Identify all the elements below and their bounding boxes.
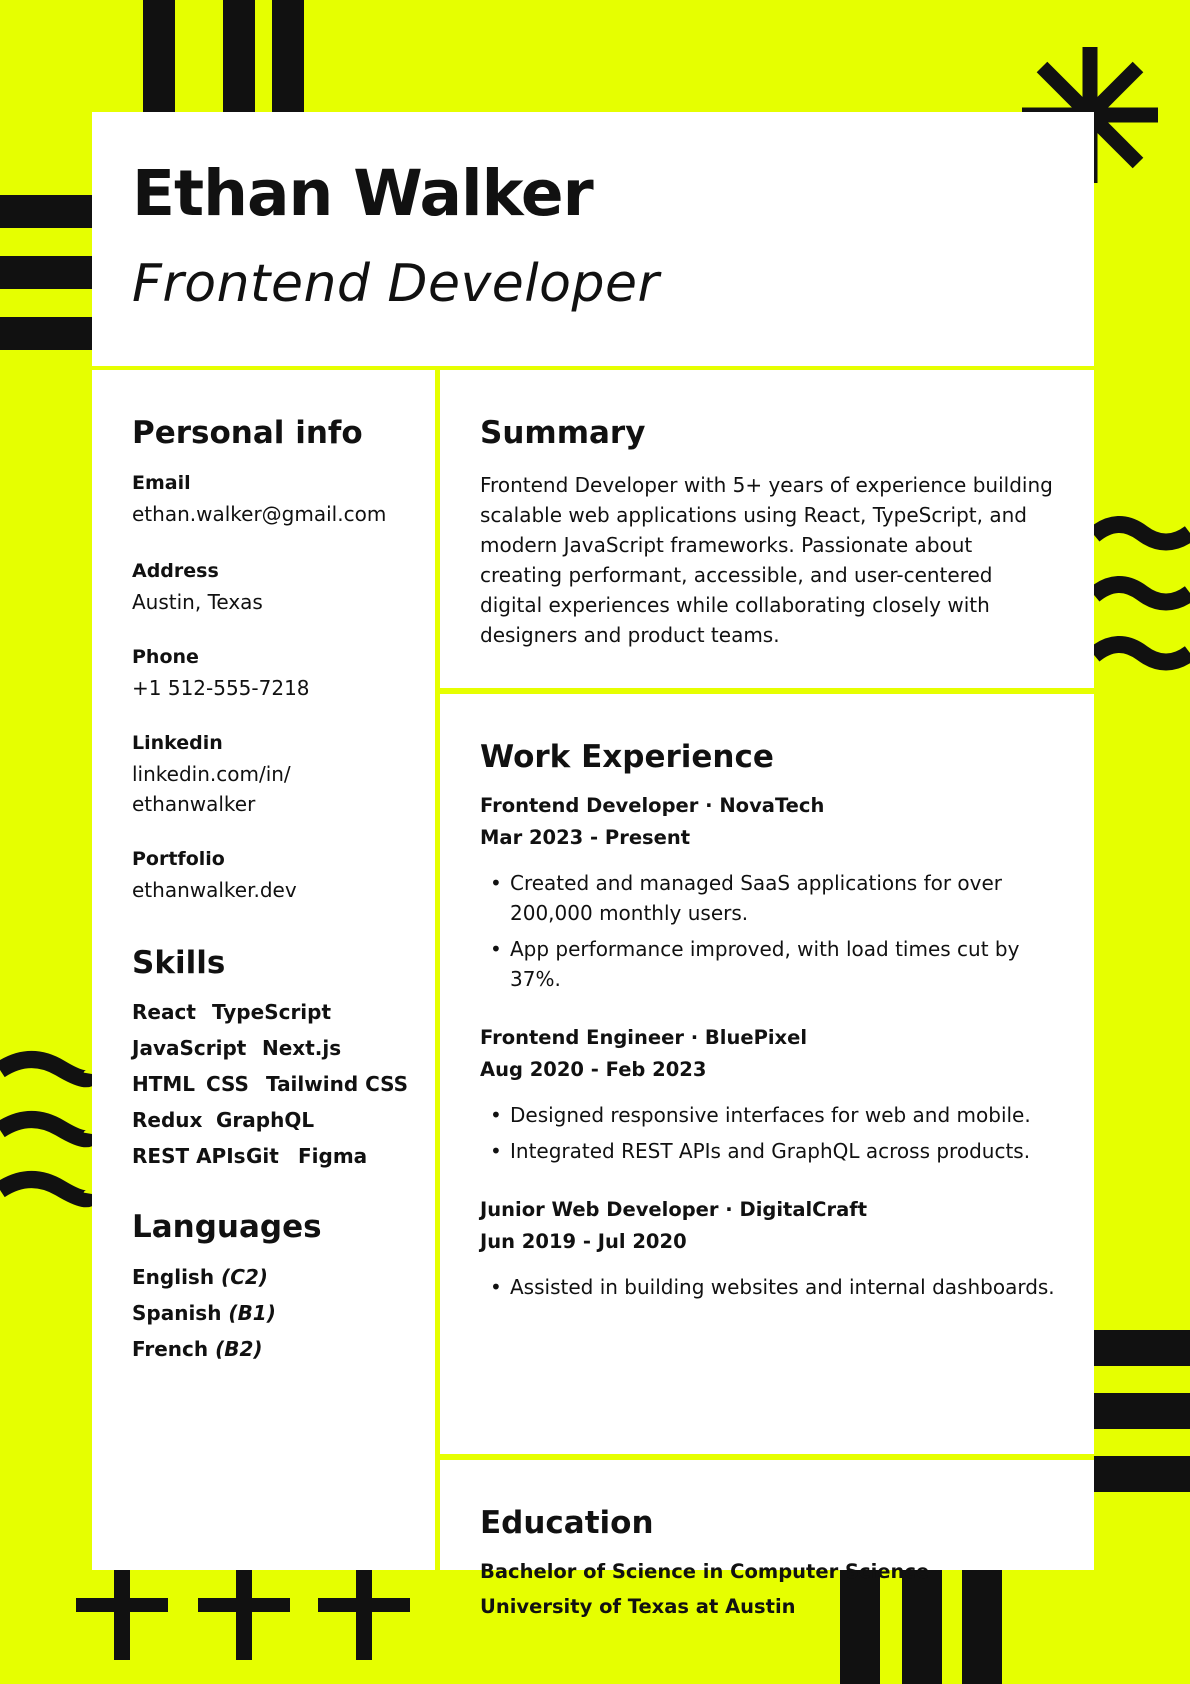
job-bullet <box>490 1136 1070 1166</box>
portfolio-label: Portfolio <box>132 848 225 870</box>
email-value[interactable]: ethan.walker@gmail.com <box>132 502 387 526</box>
left-wave-lines <box>0 1040 92 1220</box>
summary-text <box>480 470 1065 650</box>
bullet-line: Designed responsive interfaces for web and mobile. <box>510 1103 1031 1127</box>
language-name: Spanish <box>132 1301 222 1325</box>
education-heading: Education <box>480 1505 654 1541</box>
right-wave-lines <box>1094 515 1190 690</box>
education-school: University of Texas at Austin <box>480 1595 796 1618</box>
skill-item: Git <box>246 1144 279 1168</box>
portfolio-value[interactable]: ethanwalker.dev <box>132 878 297 902</box>
email-label: Email <box>132 472 191 494</box>
skill-item: TypeScript <box>212 1000 332 1024</box>
bullet-icon: • <box>490 1103 502 1127</box>
language-level: (C2) <box>221 1265 268 1289</box>
job-dates: Jun 2019 - Jul 2020 <box>480 1230 687 1253</box>
skill-item: JavaScript <box>132 1036 247 1060</box>
job-dates: Aug 2020 - Feb 2023 <box>480 1058 707 1081</box>
skill-item: CSS <box>206 1072 249 1096</box>
phone-label: Phone <box>132 646 199 668</box>
bullet-icon: • <box>490 1139 502 1163</box>
language-level: (B1) <box>228 1301 276 1325</box>
linkedin-label: Linkedin <box>132 732 223 754</box>
bullet-line: 200,000 monthly users. <box>510 901 749 925</box>
skill-item: React <box>132 1000 196 1024</box>
skills-heading: Skills <box>132 945 226 981</box>
bullet-icon: • <box>490 1275 502 1299</box>
job-dates: Mar 2023 - Present <box>480 826 691 849</box>
job-bullet <box>490 1272 1070 1302</box>
education-section <box>440 1460 1094 1618</box>
language-name: English <box>132 1265 215 1289</box>
summary-section <box>440 370 1094 688</box>
skill-item: Tailwind CSS <box>266 1072 409 1096</box>
language-level: (B2) <box>215 1337 263 1361</box>
work-experience-section <box>440 694 1094 1454</box>
job-title: Frontend Engineer · BluePixel <box>480 1026 808 1049</box>
bullet-line: App performance improved, with load times cut by <box>510 937 1020 961</box>
address-label: Address <box>132 560 219 582</box>
summary-line: modern JavaScript frameworks. Passionate about <box>480 533 973 557</box>
resume-header <box>92 112 1094 366</box>
job-bullet <box>490 934 1070 994</box>
skill-item: Next.js <box>262 1036 342 1060</box>
candidate-name: Ethan Walker <box>132 157 593 230</box>
language-item <box>132 1301 276 1325</box>
left-column <box>92 370 435 1570</box>
education-degree: Bachelor of Science in Computer Science <box>480 1560 930 1583</box>
job-bullet <box>490 868 1070 928</box>
skill-item: GraphQL <box>216 1108 315 1132</box>
job-title: Frontend Developer · NovaTech <box>480 794 825 817</box>
plus-icons <box>76 1570 416 1684</box>
skill-item: HTML <box>132 1072 196 1096</box>
bullet-line: 37%. <box>510 967 561 991</box>
summary-line: scalable web applications using React, TypeScript, and <box>480 503 1027 527</box>
linkedin-value-line2[interactable]: ethanwalker <box>132 792 256 816</box>
summary-line: digital experiences while collaborating closely with <box>480 593 990 617</box>
summary-heading: Summary <box>480 415 646 451</box>
language-name: French <box>132 1337 209 1361</box>
skill-item: REST APIs <box>132 1144 246 1168</box>
work-experience-heading: Work Experience <box>480 739 774 775</box>
personal-info-heading: Personal info <box>132 415 363 451</box>
languages-heading: Languages <box>132 1209 322 1245</box>
candidate-title: Frontend Developer <box>132 254 660 314</box>
skill-item: Redux <box>132 1108 203 1132</box>
phone-value: +1 512-555-7218 <box>132 676 310 700</box>
bullet-line: Created and managed SaaS applications for over <box>510 871 1003 895</box>
bullet-line: Assisted in building websites and internal dashboards. <box>510 1275 1055 1299</box>
summary-line: designers and product teams. <box>480 623 780 647</box>
job-bullet <box>490 1100 1070 1130</box>
summary-line: creating performant, accessible, and user-centered <box>480 563 993 587</box>
linkedin-value-line1[interactable]: linkedin.com/in/ <box>132 762 291 786</box>
language-item <box>132 1337 263 1361</box>
bullet-line: Integrated REST APIs and GraphQL across products. <box>510 1139 1031 1163</box>
job-title: Junior Web Developer · DigitalCraft <box>480 1198 868 1221</box>
language-item <box>132 1265 268 1289</box>
summary-line: Frontend Developer with 5+ years of experience building <box>480 473 1053 497</box>
address-value: Austin, Texas <box>132 590 263 614</box>
bullet-icon: • <box>490 871 502 895</box>
bullet-icon: • <box>490 937 502 961</box>
skill-item: Figma <box>298 1144 368 1168</box>
resume-card <box>92 112 1094 1618</box>
